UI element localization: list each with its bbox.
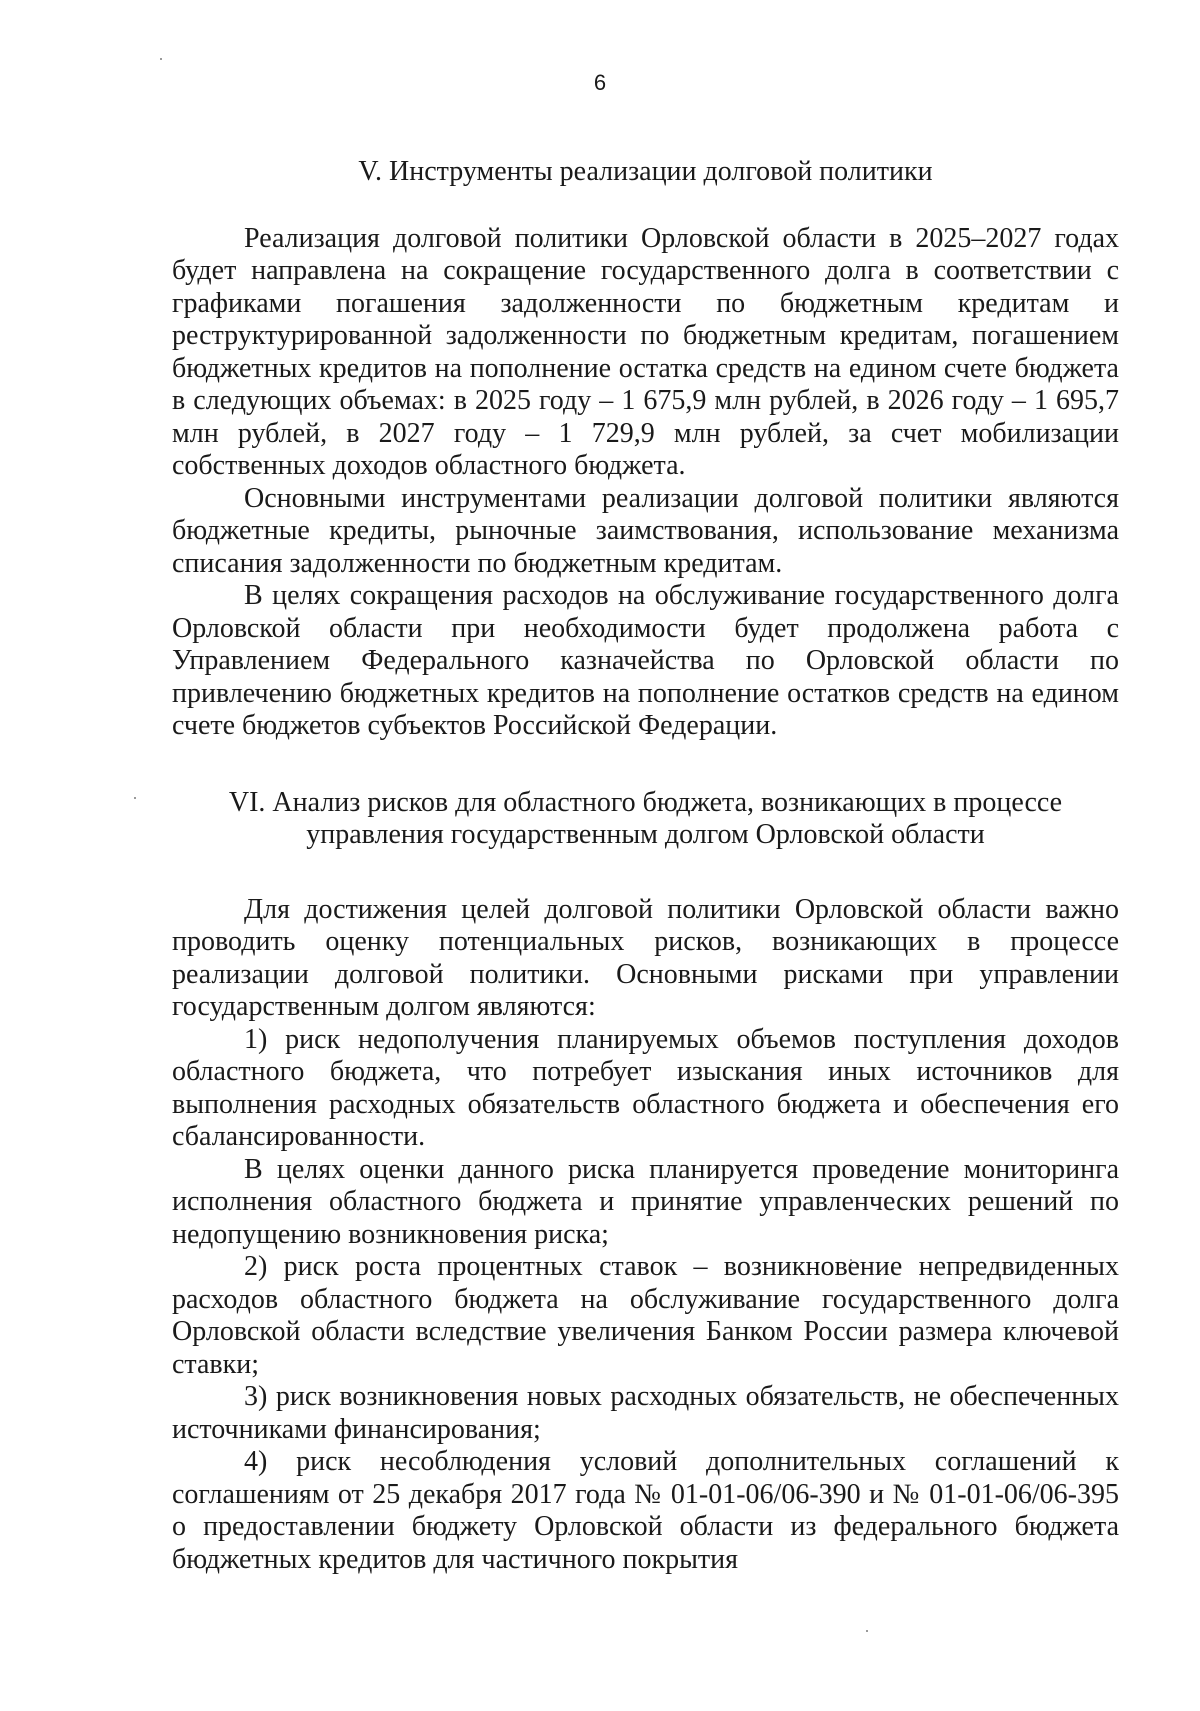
section-heading-vi-line: VI. Анализ рисков для областного бюджета, возникающих в процессе: [228, 786, 1063, 818]
paragraph: В целях оценки данного риска планируется проведение мониторинга исполнения областного бюджета и принятие управленческих решений по недопущению возникновения риска;: [172, 1153, 1119, 1250]
paragraph: Реализация долговой политики Орловской области в 2025–2027 годах будет направлена на сокращение государственного долга в соответствии с графиками погашения задолженности по бюджетным кредитам и реструктурированной задолженности по бюджетным кредитам, погашением бюджетных кредитов на пополнение остатка средств на едином счете бюджета в следующих объемах: в 2025 году – 1 675,9 млн рублей, в 2026 году – 1 695,7 млн рублей, в 2027 году – 1 729,9 млн рублей, за счет мобилизации собственных доходов областного бюджета.: [172, 222, 1119, 481]
scan-speck: [160, 58, 162, 60]
list-item: 1) риск недополучения планируемых объемов поступления доходов областного бюджета, что потребует изыскания иных источников для выполнения расходных обязательств областного бюджета и обеспечения его сбалансированности.: [172, 1023, 1119, 1152]
section-heading-v: V. Инструменты реализации долговой политики: [358, 156, 933, 187]
page-number: 6: [593, 70, 607, 95]
list-item: 4) риск несоблюдения условий дополнительных соглашений к соглашениям от 25 декабря 2017 года № 01-01-06/06-390 и № 01-01-06/06-395 о предоставлении бюджету Орловской области из федерального бюджета бюджетных кредитов для частичного покрытия: [172, 1446, 1119, 1575]
paragraph: В целях сокращения расходов на обслуживание государственного долга Орловской области при необходимости будет продолжена работа с Управлением Федерального казначейства по Орловской области по привлечению бюджетных кредитов на пополнение остатков средств на едином счете бюджетов субъектов Российской Федерации.: [172, 580, 1119, 741]
scan-speck: [866, 1630, 868, 1632]
paragraph: Для достижения целей долговой политики Орловской области важно проводить оценку потенциальных рисков, возникающих в процессе реализации долговой политики. Основными рисками при управлении государственным долгом являются:: [172, 893, 1119, 1022]
section-heading-vi-line: управления государственным долгом Орловской области: [306, 819, 985, 850]
paragraph: Основными инструментами реализации долговой политики являются бюджетные кредиты, рыночные заимствования, использование механизма списания задолженности по бюджетным кредитам.: [172, 482, 1119, 579]
scan-speck: [134, 797, 136, 799]
list-item: 3) риск возникновения новых расходных обязательств, не обеспеченных источниками финансирования;: [172, 1381, 1119, 1445]
document-body: [172, 156, 1119, 1576]
list-item: 2) риск роста процентных ставок – возникновение непредвиденных расходов областного бюджета на обслуживание государственного долга Орловской области вследствие увеличения Банком России размера ключевой ставки;: [172, 1251, 1119, 1380]
section-heading-vi: [172, 787, 1119, 852]
